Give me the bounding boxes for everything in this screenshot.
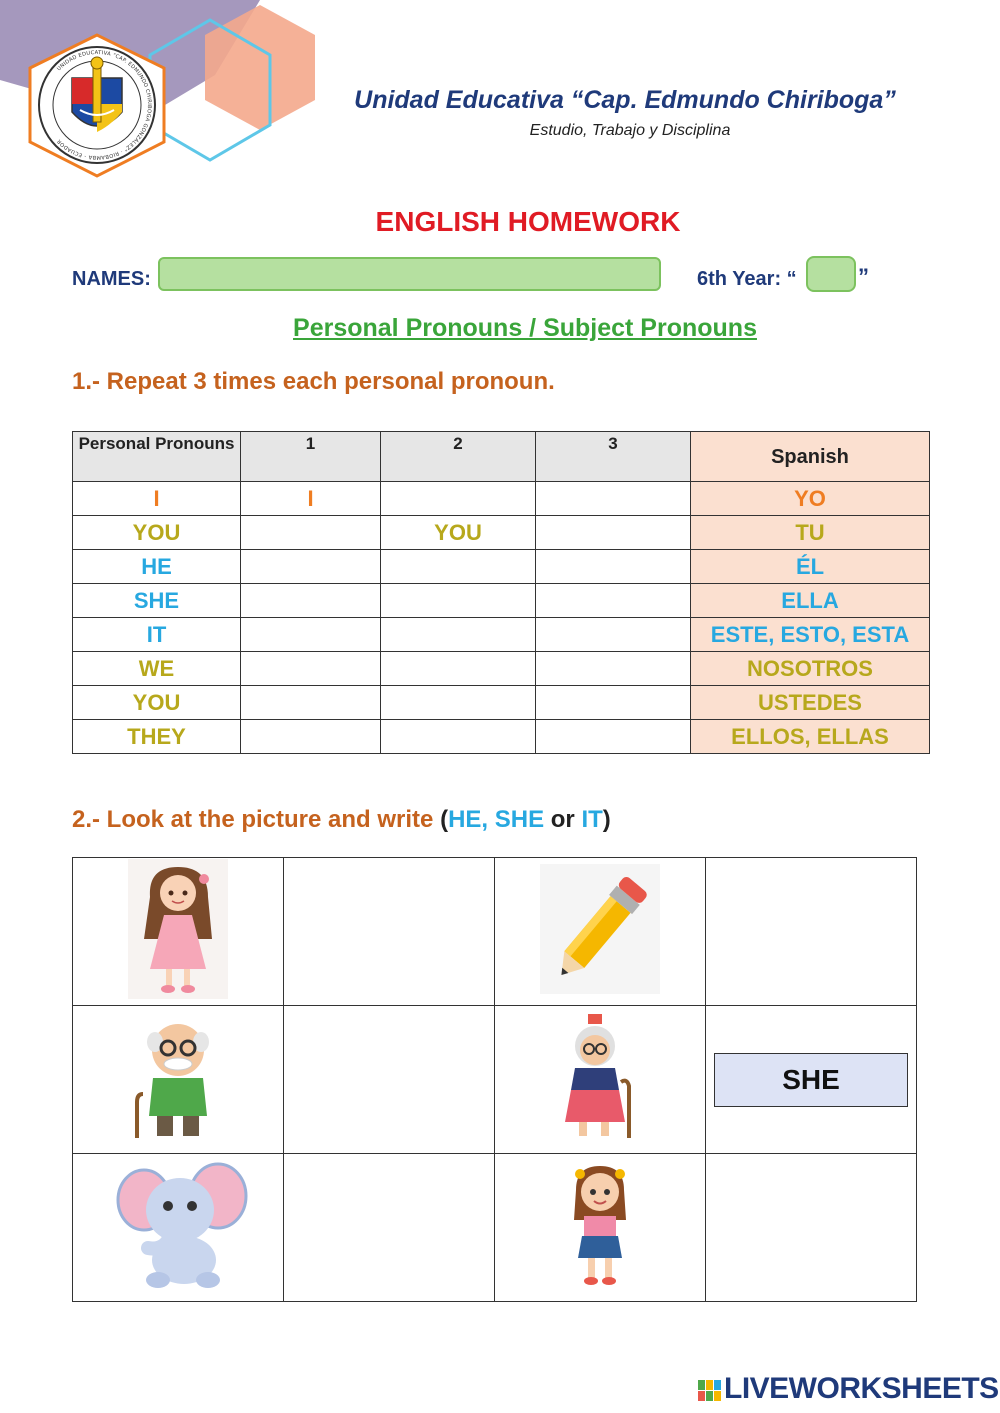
repeat-cell-1[interactable] [241,720,381,754]
header-spanish: Spanish [691,432,930,482]
pronoun-row [73,482,930,516]
pronoun-cell: WE [73,652,241,686]
repeat-cell-1[interactable] [241,516,381,550]
repeat-cell-2[interactable] [381,584,536,618]
heading-open-paren: ( [440,806,449,833]
pronoun-cell: YOU [73,516,241,550]
girl-icon [128,859,228,999]
pronoun-cell: THEY [73,720,241,754]
pronoun-row [73,516,930,550]
repeat-cell-1[interactable] [241,618,381,652]
year-label: 6th Year: “ [697,268,797,290]
header-col-2: 2 [381,432,536,482]
heading-or: or [544,806,582,833]
school-seal [39,47,155,163]
worksheet-subtitle: Personal Pronouns / Subject Pronouns [293,314,757,342]
spanish-cell: ESTE, ESTO, ESTA [691,618,930,652]
picture-row [73,1006,917,1154]
repeat-cell-2[interactable] [381,618,536,652]
page-title: ENGLISH HOMEWORK [375,206,681,237]
svg-text:UNIDAD EDUCATIVA "CAP. EDMUNDO: UNIDAD EDUCATIVA "CAP. EDMUNDO CHIRIBOGA GONZÁLEZ" · RIOBAMBA - ECUADOR [56,49,153,161]
picture-row [73,1154,917,1302]
picture-cell [495,858,706,1006]
picture-cell [495,1006,706,1154]
spanish-cell: USTEDES [691,686,930,720]
section-1-heading: 1.- Repeat 3 times each personal pronoun. [72,368,555,395]
school-motto: Estudio, Trabajo y Disciplina [529,122,731,139]
spanish-cell: ÉL [691,550,930,584]
answer-cell[interactable] [284,858,495,1006]
picture-cell [73,858,284,1006]
header-decoration [0,0,330,200]
repeat-cell-3[interactable] [536,720,691,754]
repeat-cell-2[interactable] [381,652,536,686]
pronoun-cell: SHE [73,584,241,618]
header-col-1: 1 [241,432,381,482]
spanish-cell: ELLA [691,584,930,618]
repeat-cell-1[interactable] [241,652,381,686]
pronoun-row [73,618,930,652]
year-input[interactable] [806,256,856,292]
repeat-cell-1[interactable] [241,550,381,584]
repeat-cell-3[interactable] [536,652,691,686]
school-name: Unidad Educativa “Cap. Edmundo Chiriboga” [354,86,896,114]
pencil-icon [540,864,660,994]
picture-row [73,858,917,1006]
repeat-cell-3[interactable] [536,618,691,652]
answer-cell[interactable] [706,1154,917,1302]
school-girl-icon [550,1160,650,1290]
answer-box-she[interactable]: SHE [714,1053,908,1107]
answer-cell[interactable] [284,1006,495,1154]
heading-it: IT [581,806,603,833]
heading-he-she: HE, SHE [448,806,545,833]
section-2-heading-text: 2.- Look at the picture and write [72,806,441,833]
repeat-cell-3[interactable] [536,516,691,550]
repeat-cell-1[interactable]: I [241,482,381,516]
repeat-cell-2[interactable]: YOU [381,516,536,550]
grandmother-icon [555,1012,645,1142]
repeat-cell-3[interactable] [536,550,691,584]
liveworksheets-logo-icon [698,1380,722,1402]
repeat-cell-2[interactable] [381,550,536,584]
picture-table [72,857,917,1302]
repeat-cell-1[interactable] [241,686,381,720]
grandfather-icon [123,1012,233,1142]
pronoun-cell: IT [73,618,241,652]
picture-cell [73,1006,284,1154]
pronoun-row [73,720,930,754]
repeat-cell-2[interactable] [381,720,536,754]
repeat-cell-1[interactable] [241,584,381,618]
pronoun-row [73,686,930,720]
heading-close-paren: ) [602,806,611,833]
liveworksheets-brand[interactable]: LIVEWORKSHEETS [724,1372,999,1405]
pronoun-row [73,584,930,618]
repeat-cell-3[interactable] [536,482,691,516]
pronoun-table [72,431,930,754]
answer-cell[interactable] [284,1154,495,1302]
header-personal-pronouns: Personal Pronouns [73,432,241,482]
pronoun-row [73,550,930,584]
pronoun-row [73,652,930,686]
header-col-3: 3 [536,432,691,482]
answer-cell[interactable] [706,858,917,1006]
spanish-cell: YO [691,482,930,516]
pronoun-cell: YOU [73,686,241,720]
pronoun-table-header [73,432,930,482]
pronoun-cell: HE [73,550,241,584]
elephant-icon [108,1160,248,1290]
repeat-cell-3[interactable] [536,686,691,720]
picture-cell [495,1154,706,1302]
repeat-cell-3[interactable] [536,584,691,618]
repeat-cell-2[interactable] [381,686,536,720]
picture-cell [73,1154,284,1302]
names-label: NAMES: [72,268,151,290]
names-input[interactable] [158,257,661,291]
spanish-cell: TU [691,516,930,550]
section-2-heading [72,806,611,834]
year-closing-quote: ” [858,264,869,289]
repeat-cell-2[interactable] [381,482,536,516]
pronoun-cell: I [73,482,241,516]
answer-cell[interactable] [706,1006,917,1154]
spanish-cell: ELLOS, ELLAS [691,720,930,754]
spanish-cell: NOSOTROS [691,652,930,686]
